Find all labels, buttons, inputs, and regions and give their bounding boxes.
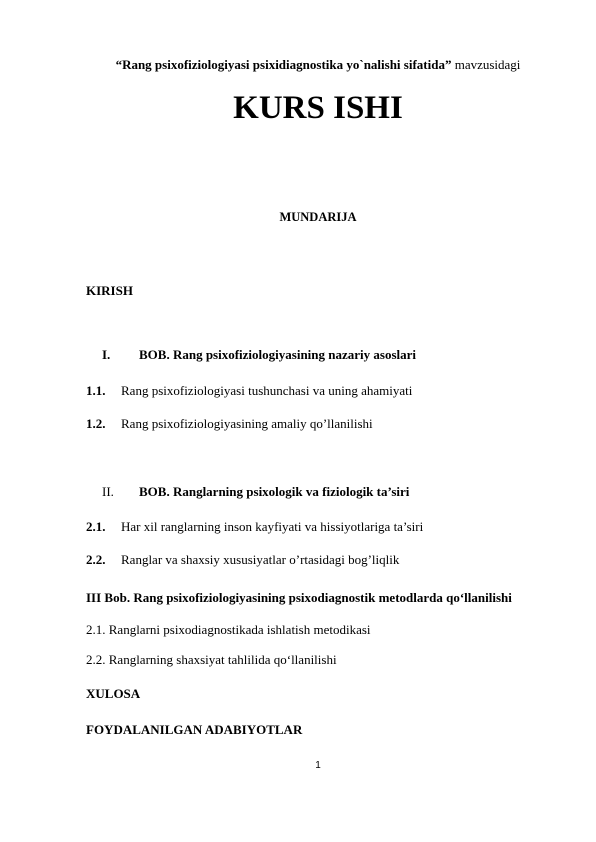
section-number: 2.1.	[86, 519, 106, 534]
section-number: 1.1.	[86, 383, 106, 398]
toc-entry: 2.2. Ranglarning shaxsiyat tahlilida qo‘llanilishi	[86, 652, 337, 667]
main-title: KURS ISHI	[233, 90, 403, 126]
section-title: Har xil ranglarning inson kayfiyati va hissiyotlariga ta’siri	[121, 519, 424, 534]
toc-references: FOYDALANILGAN ADABIYOTLAR	[86, 722, 303, 737]
page-number: 1	[315, 760, 321, 771]
toc-entry	[86, 383, 412, 399]
chapter3-title: III Bob. Rang psixofiziologiyasining psixodiagnostik metodlarda qo‘llanilishi	[86, 590, 512, 605]
toc-intro: KIRISH	[86, 283, 133, 298]
topic-title: “Rang psixofiziologiyasi psixidiagnostika yo`nalishi sifatida”	[115, 57, 452, 72]
toc-entry	[86, 416, 373, 432]
topic-line	[0, 57, 596, 73]
topic-suffix: mavzusidagi	[451, 57, 521, 72]
chapter2-title: BOB. Ranglarning psixologik va fiziologik ta’siri	[139, 484, 410, 499]
toc-entry	[86, 552, 399, 568]
section-title: Ranglar va shaxsiy xususiyatlar o’rtasidagi bog’liqlik	[121, 552, 400, 567]
toc-entry	[86, 519, 423, 535]
chapter1-title: BOB. Rang psixofiziologiyasining nazariy asoslari	[139, 347, 417, 362]
section-title: Rang psixofiziologiyasining amaliy qo’llanilishi	[121, 416, 373, 431]
section-number: 1.2.	[86, 416, 106, 431]
toc-conclusion: XULOSA	[86, 686, 141, 701]
section-number: 2.2.	[86, 552, 106, 567]
toc-entry: 2.1. Ranglarni psixodiagnostikada ishlatish metodikasi	[86, 622, 371, 637]
chapter1-roman: I.	[102, 347, 111, 362]
section-title: Rang psixofiziologiyasi tushunchasi va uning ahamiyati	[121, 383, 413, 398]
chapter2-roman: II.	[102, 484, 114, 499]
toc-heading: MUNDARIJA	[279, 210, 357, 224]
